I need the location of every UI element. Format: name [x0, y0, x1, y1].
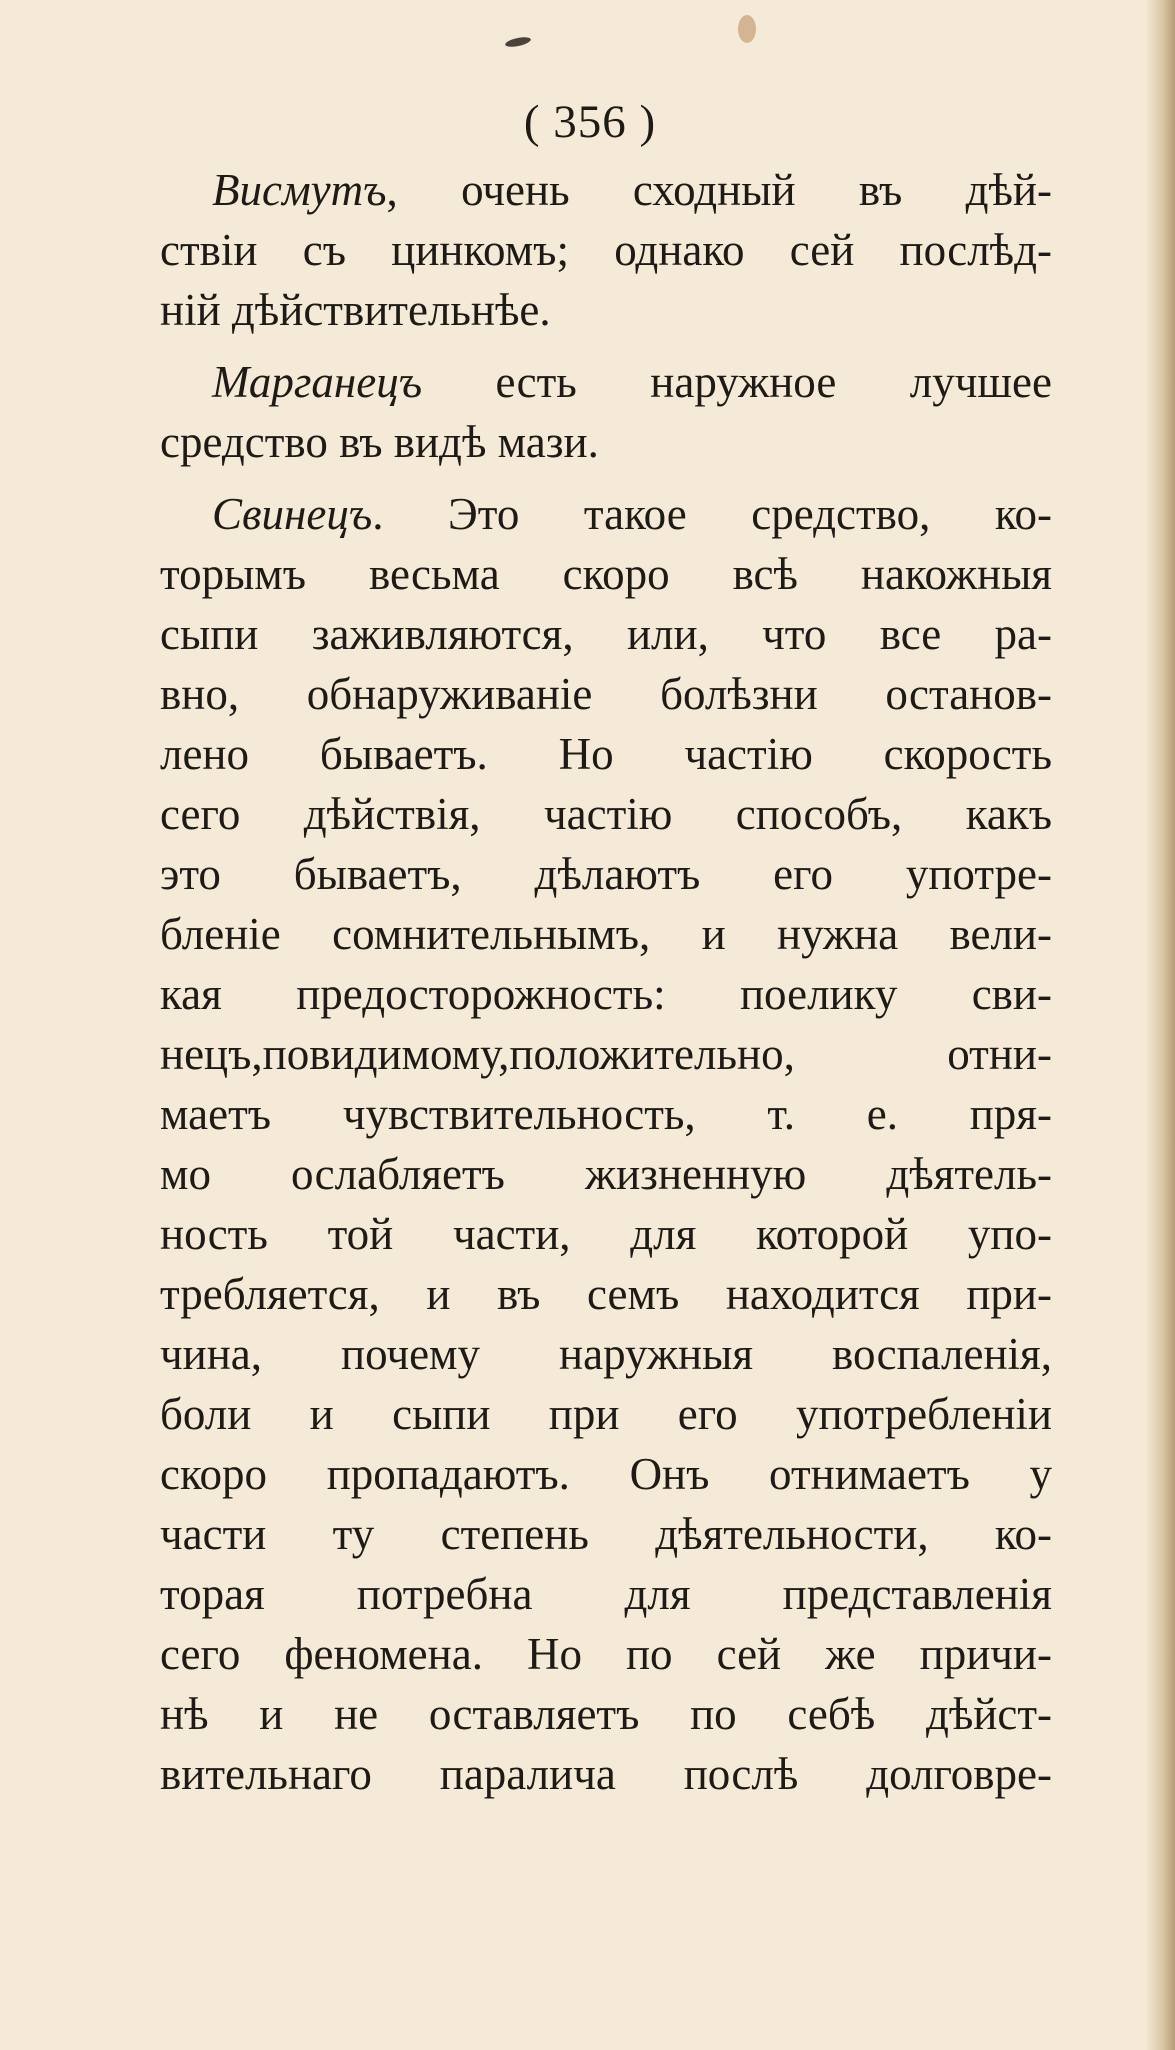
text-line: ность той части, для которой упо-: [160, 1209, 1052, 1259]
text-line: [160, 484, 1052, 544]
term-manganese: Марганецъ: [212, 357, 423, 407]
text-line: ній дѣйствительнѣе.: [160, 285, 551, 335]
text-run: есть наружное лучшее: [422, 357, 1052, 407]
page-number: ( 356 ): [523, 96, 657, 148]
term-lead: Свинецъ: [212, 489, 373, 539]
text-line: нѣ и не оставляетъ по себѣ дѣйст-: [160, 1689, 1052, 1739]
ink-mark: [504, 35, 531, 48]
text-line: бленіе сомнительнымъ, и нужна вели-: [160, 909, 1052, 959]
text-line: чина, почему наружныя воспаленія,: [160, 1329, 1052, 1379]
text-line: требляется, и въ семъ находится при-: [160, 1269, 1052, 1319]
text-line: лено бываетъ. Но частію скорость: [160, 729, 1052, 779]
body-text: [160, 160, 1052, 1804]
paper-stain: [738, 15, 756, 43]
text-line: средство въ видѣ мази.: [160, 417, 599, 467]
text-line: скоро пропадаютъ. Онъ отнимаетъ у: [160, 1449, 1052, 1499]
text-run: , очень сходный въ дѣй-: [386, 165, 1052, 215]
term-bismuth: Висмутъ: [212, 165, 387, 215]
text-line: кая предосторожность: поелику сви-: [160, 969, 1052, 1019]
text-line: сего дѣйствія, частію способъ, какъ: [160, 789, 1052, 839]
text-line: боли и сыпи при его употребленіи: [160, 1389, 1052, 1439]
text-line: торымъ весьма скоро всѣ накожныя: [160, 549, 1052, 599]
text-run: . Это такое средство, ко-: [372, 489, 1052, 539]
text-line: части ту степень дѣятельности, ко-: [160, 1509, 1052, 1559]
text-line: это бываетъ, дѣлаютъ его употре-: [160, 849, 1052, 899]
page-edge-shadow: [1145, 0, 1175, 2050]
text-line: [160, 160, 1052, 220]
text-line: нецъ,повидимому,положительно, отни-: [160, 1029, 1052, 1079]
text-line: ствіи съ цинкомъ; однако сей послѣд-: [160, 225, 1052, 275]
text-line: маетъ чувствительность, т. е. пря-: [160, 1089, 1052, 1139]
text-line: торая потребна для представленія: [160, 1569, 1052, 1619]
text-line: [160, 352, 1052, 412]
text-line: вно, обнаруживаніе болѣзни останов-: [160, 669, 1052, 719]
text-line: мо ослабляетъ жизненную дѣятель-: [160, 1149, 1052, 1199]
text-line: сыпи заживляются, или, что все ра-: [160, 609, 1052, 659]
text-line: сего феномена. Но по сей же причи-: [160, 1629, 1052, 1679]
text-line: вительнаго паралича послѣ долговре-: [160, 1749, 1052, 1799]
